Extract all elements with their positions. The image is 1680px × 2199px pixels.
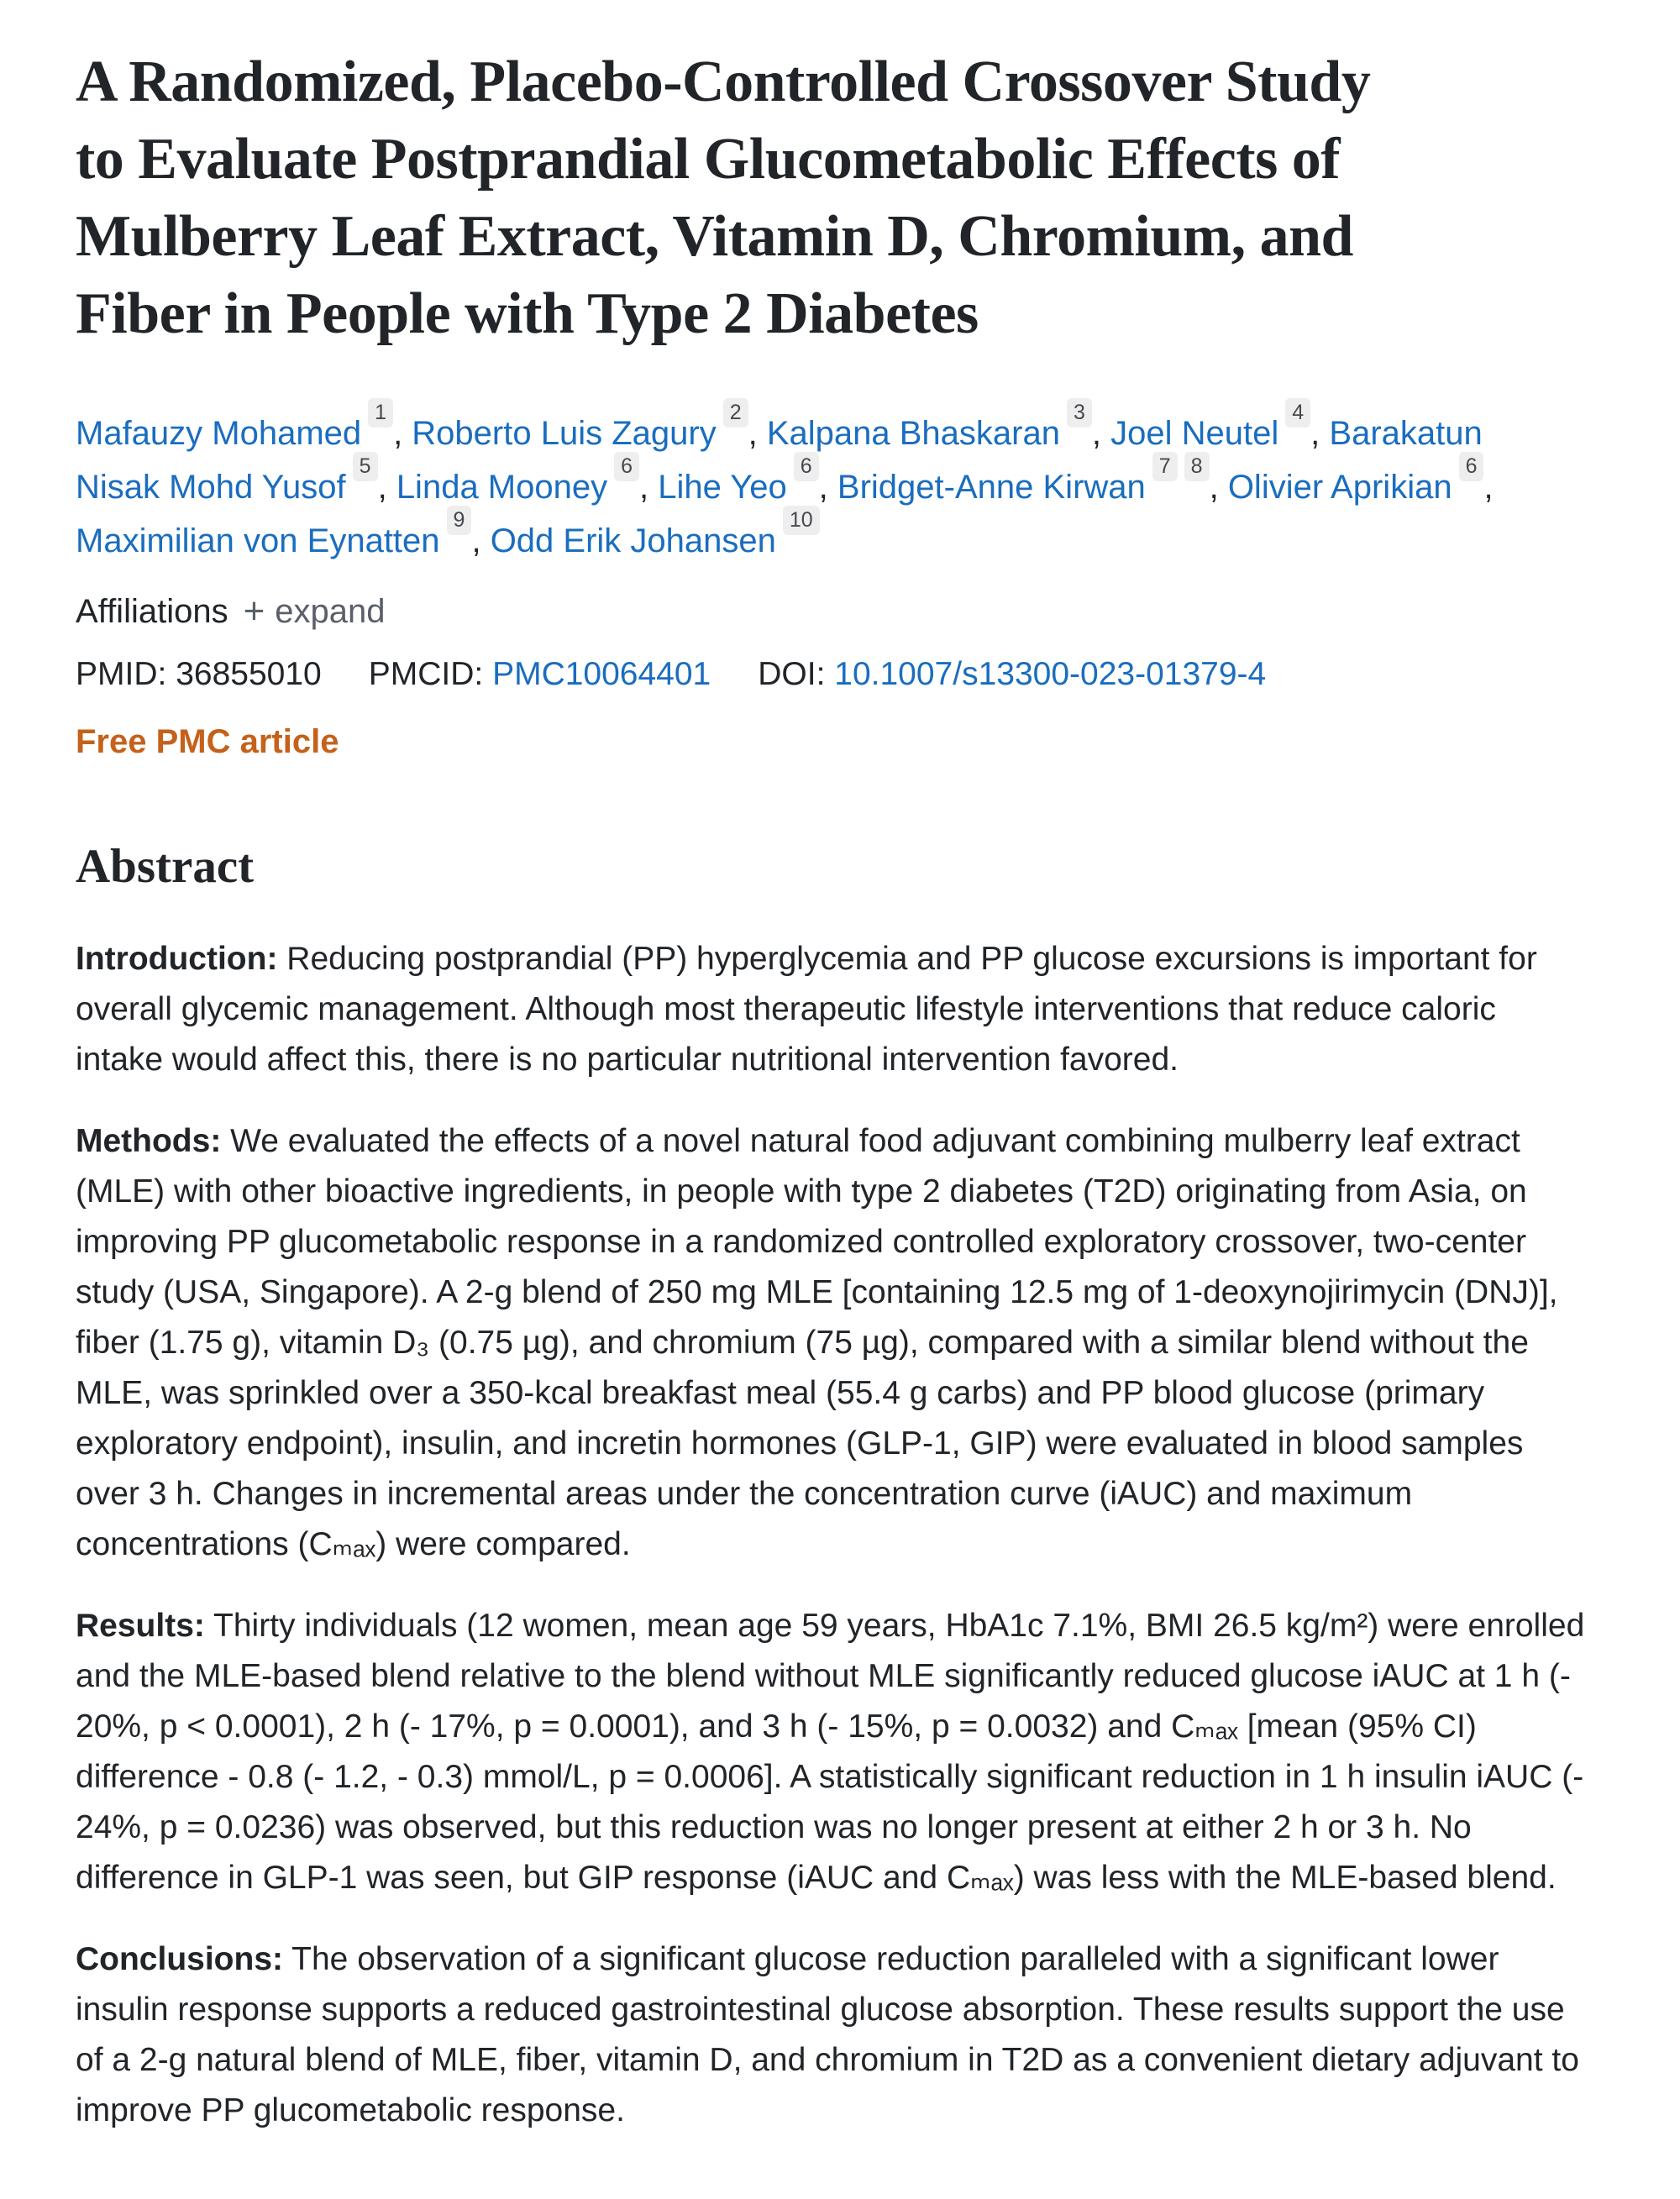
author-affiliation-number[interactable]: 5 xyxy=(353,452,378,481)
author-separator: , xyxy=(377,469,396,506)
author-affiliation-number[interactable]: 1 xyxy=(368,398,393,428)
abstract-heading: Abstract xyxy=(76,840,255,893)
paragraph-label: Introduction: xyxy=(76,941,278,977)
author-item xyxy=(76,400,412,452)
author-link[interactable]: Lihe Yeo xyxy=(658,469,787,506)
paragraph-label: Methods: xyxy=(76,1123,222,1159)
author-separator: , xyxy=(471,522,491,559)
article-title-line: Mulberry Leaf Extract, Vitamin D, Chromium, and xyxy=(76,204,1353,269)
article-title-line: Fiber in People with Type 2 Diabetes xyxy=(76,281,979,346)
author-affiliation-number[interactable]: 4 xyxy=(1285,398,1310,428)
author-link[interactable]: Barakatun Nisak Mohd Yusof xyxy=(76,415,1483,506)
author-link[interactable]: Kalpana Bhaskaran xyxy=(766,415,1060,452)
author-affiliation-number[interactable]: 9 xyxy=(447,506,472,535)
author-separator: , xyxy=(1483,469,1494,506)
affiliations-label: Affiliations xyxy=(76,593,228,630)
identifiers-row xyxy=(76,653,1604,695)
affiliations-expand-label: expand xyxy=(275,593,386,630)
author-separator: , xyxy=(1310,415,1330,452)
author-link[interactable]: Roberto Luis Zagury xyxy=(412,415,717,452)
author-item xyxy=(837,454,1228,506)
affiliations-row xyxy=(76,590,1604,633)
author-item xyxy=(658,454,837,506)
author-separator: , xyxy=(748,415,767,452)
author-affiliation-number[interactable]: 7 xyxy=(1152,452,1178,481)
abstract-paragraph-results xyxy=(76,1601,1588,1903)
author-separator: , xyxy=(818,469,837,506)
author-affiliation-number[interactable]: 3 xyxy=(1067,398,1092,428)
pmid-item xyxy=(76,653,322,695)
authors-list xyxy=(76,400,1504,568)
paragraph-text: Reducing postprandial (PP) hyperglycemia and PP glucose excursions is important for overall glycemic management. Although most therapeutic lifestyle interventions that reduce caloric intake would affect this, there is no particular nutritional intervention favored. xyxy=(76,941,1537,1078)
pmcid-link[interactable]: PMC10064401 xyxy=(492,656,711,692)
doi-link[interactable]: 10.1007/s13300-023-01379-4 xyxy=(834,656,1267,692)
pmcid-label: PMCID: xyxy=(368,656,484,692)
paragraph-text: The observation of a significant glucose reduction paralleled with a significant lower insulin response supports a reduced gastrointestinal glucose absorption. These results support the use of a 2-g natural blend of MLE, fiber, vitamin D, and chromium in T2D as a convenient dietary adjuvant to improve PP glucometabolic response. xyxy=(76,1941,1579,2128)
author-item xyxy=(766,400,1111,452)
article-title-line: to Evaluate Postprandial Glucometabolic Effects of xyxy=(76,127,1341,192)
author-separator: , xyxy=(1091,415,1111,452)
pmcid-item xyxy=(369,653,711,695)
author-item xyxy=(76,507,491,559)
author-link[interactable]: Mafauzy Mohamed xyxy=(76,415,362,452)
author-affiliation-number[interactable]: 6 xyxy=(794,452,819,481)
abstract-paragraph-conclusions xyxy=(76,1934,1588,2136)
author-link[interactable]: Linda Mooney xyxy=(396,469,608,506)
plus-icon: + xyxy=(243,590,265,632)
paragraph-label: Results: xyxy=(76,1608,205,1644)
doi-item xyxy=(758,653,1266,695)
author-affiliation-number[interactable]: 2 xyxy=(723,398,748,428)
article-title-line: A Randomized, Placebo-Controlled Crossover Study xyxy=(76,50,1371,114)
abstract-paragraph-methods xyxy=(76,1116,1588,1570)
author-link[interactable]: Joel Neutel xyxy=(1110,415,1279,452)
author-item xyxy=(490,507,820,559)
doi-label: DOI: xyxy=(758,656,826,692)
author-affiliation-number[interactable]: 8 xyxy=(1184,452,1210,481)
paragraph-label: Conclusions: xyxy=(76,1941,284,1977)
author-item xyxy=(1110,400,1330,452)
free-pmc-article-link[interactable]: Free PMC article xyxy=(76,723,339,760)
author-link[interactable]: Bridget-Anne Kirwan xyxy=(837,469,1146,506)
author-separator: , xyxy=(1209,469,1228,506)
author-link[interactable]: Olivier Aprikian xyxy=(1227,469,1452,506)
author-link[interactable]: Maximilian von Eynatten xyxy=(76,522,440,559)
author-separator: , xyxy=(639,469,659,506)
author-item xyxy=(412,400,767,452)
author-separator: , xyxy=(393,415,412,452)
author-item xyxy=(396,454,659,506)
author-affiliation-number[interactable]: 10 xyxy=(783,506,820,535)
paragraph-text: Thirty individuals (12 women, mean age 59 years, HbA1c 7.1%, BMI 26.5 kg/m²) were enrolled and the MLE-based blend relative to the blend without MLE significantly reduced glucose iAUC at 1 h (- 20%, p < 0.0001), 2 h (- 17%, p = 0.0001), and 3 h (- 15%, p = 0.0032) and Cₘₐₓ [mean (95% CI) difference - 0.8 (- 1.2, - 0.3) mmol/L, p = 0.0006]. A statistically significant reduction in 1 h insulin iAUC (- 24%, p = 0.0236) was observed, but this reduction was no longer present at either 2 h or 3 h. No difference in GLP-1 was seen, but GIP response (iAUC and Cₘₐₓ) was less with the MLE-based blend. xyxy=(76,1608,1585,1896)
pmid-value: 36855010 xyxy=(176,656,322,692)
abstract-paragraph-introduction xyxy=(76,934,1588,1085)
paragraph-text: We evaluated the effects of a novel natural food adjuvant combining mulberry leaf extract (MLE) with other bioactive ingredients, in people with type 2 diabetes (T2D) originating from Asia, on improving PP glucometabolic response in a randomized controlled exploratory crossover, two-center study (USA, Singapore). A 2-g blend of 250 mg MLE [containing 12.5 mg of 1-deoxynojirimycin (DNJ)], fiber (1.75 g), vitamin D₃ (0.75 µg), and chromium (75 µg), compared with a similar blend without the MLE, was sprinkled over a 350-kcal breakfast meal (55.4 g carbs) and PP blood glucose (primary exploratory endpoint), insulin, and incretin hormones (GLP-1, GIP) were evaluated in blood samples over 3 h. Changes in incremental areas under the concentration curve (iAUC) and maximum concentrations (Cₘₐₓ) were compared. xyxy=(76,1123,1558,1562)
author-affiliation-number[interactable]: 6 xyxy=(1459,452,1484,481)
author-item xyxy=(1227,454,1494,506)
article-title xyxy=(76,44,1588,353)
pmid-label: PMID: xyxy=(76,656,167,692)
author-affiliation-number[interactable]: 6 xyxy=(614,452,639,481)
author-link[interactable]: Odd Erik Johansen xyxy=(490,522,776,559)
affiliations-expand-button[interactable] xyxy=(244,590,386,633)
